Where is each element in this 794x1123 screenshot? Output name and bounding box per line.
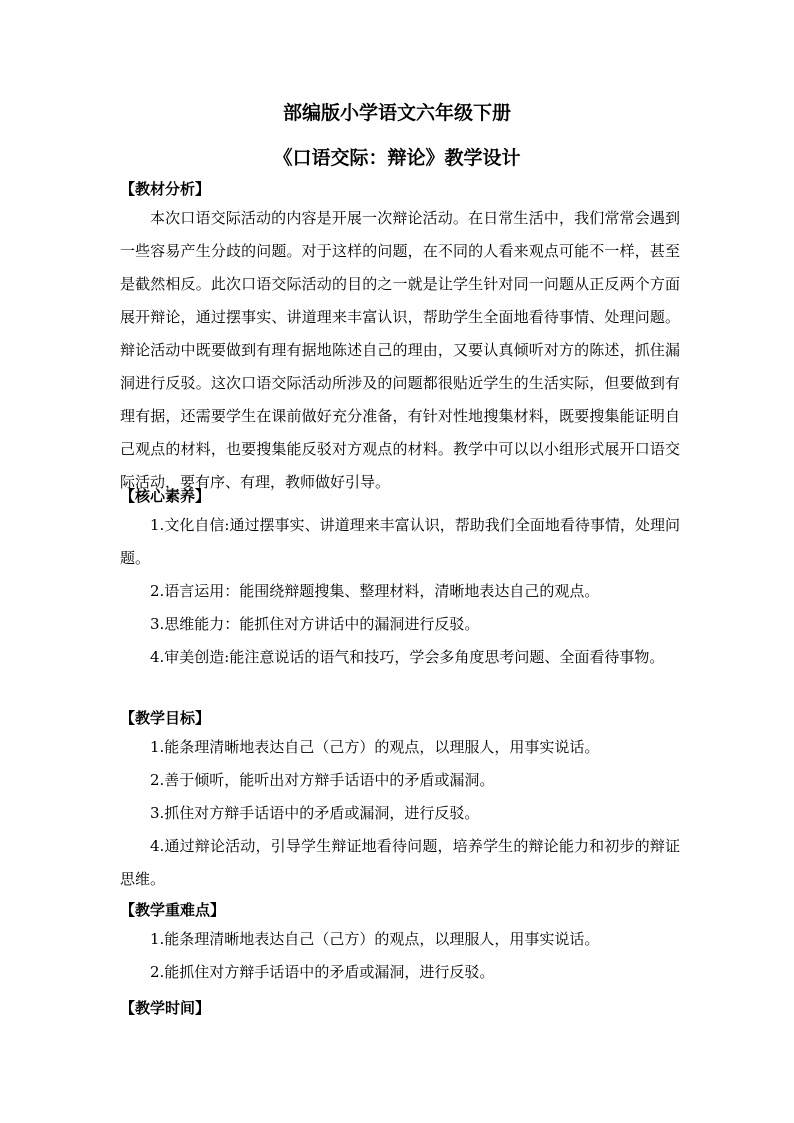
goal-item: 3.抓住对方辩手话语中的矛盾或漏洞，进行反驳。 (150, 804, 480, 822)
literacy-item: 3.思维能力：能抓住对方讲话中的漏洞进行反驳。 (150, 615, 480, 633)
analysis-paragraph: 本次口语交际活动的内容是开展一次辩论活动。在日常生活中，我们常常会遇到一些容易产生分歧的问题。对于这样的问题，在不同的人看来观点可能不一样，甚至是截然相反。此次口语交际活动的目的之一就是让学生针对同一问题从正反两个方面展开辩论，通过摆事实、讲道理来丰富认识，帮助学生全面地看待事情、处理问题。辩论活动中既要做到有理有据地陈述自己的理由，又要认真倾听对方的陈述，抓住漏洞进行反驳。这次口语交际活动所涉及的问题都很贴近学生的生活实际，但要做到有理有据，还需要学生在课前做好充分准备，有针对性地搜集材料，既要搜集能证明自己观点的材料，也要搜集能反驳对方观点的材料。教学中可以以小组形式展开口语交际活动，要有序、有理，教师做好引导。 (120, 209, 680, 491)
document-subtitle: 《口语交际：辩论》教学设计 (273, 147, 521, 169)
section-time (120, 997, 680, 1019)
section-heading-time: 【教学时间】 (120, 999, 211, 1017)
keypoint-item: 2.能抓住对方辩手话语中的矛盾或漏洞，进行反驳。 (150, 963, 495, 981)
section-goals (120, 707, 680, 896)
document-title: 部编版小学语文六年级下册 (282, 102, 511, 124)
section-heading-analysis: 【教材分析】 (120, 180, 211, 198)
section-heading-keypoints: 【教学重难点】 (120, 901, 226, 919)
section-analysis (120, 178, 680, 499)
literacy-item: 1.文化自信:通过摆事实、讲道理来丰富认识，帮助我们全面地看待事情，处理问题。 (120, 516, 680, 567)
section-keypoints (120, 899, 680, 989)
section-literacy (120, 485, 680, 674)
section-heading-goals: 【教学目标】 (120, 709, 211, 727)
goal-item: 2.善于倾听，能听出对方辩手话语中的矛盾或漏洞。 (150, 771, 495, 789)
literacy-item: 4.审美创造:能注意说话的语气和技巧，学会多角度思考问题、全面看待事物。 (150, 648, 665, 666)
goal-item: 4.通过辩论活动，引导学生辩证地看待问题，培养学生的辩论能力和初步的辩证思维。 (120, 837, 680, 888)
literacy-item: 2.语言运用：能围绕辩题搜集、整理材料，清晰地表达自己的观点。 (150, 582, 600, 600)
goal-item: 1.能条理清晰地表达自己（己方）的观点，以理服人，用事实说话。 (150, 738, 600, 756)
keypoint-item: 1.能条理清晰地表达自己（己方）的观点，以理服人，用事实说话。 (150, 930, 600, 948)
section-heading-literacy: 【核心素养】 (120, 487, 211, 505)
